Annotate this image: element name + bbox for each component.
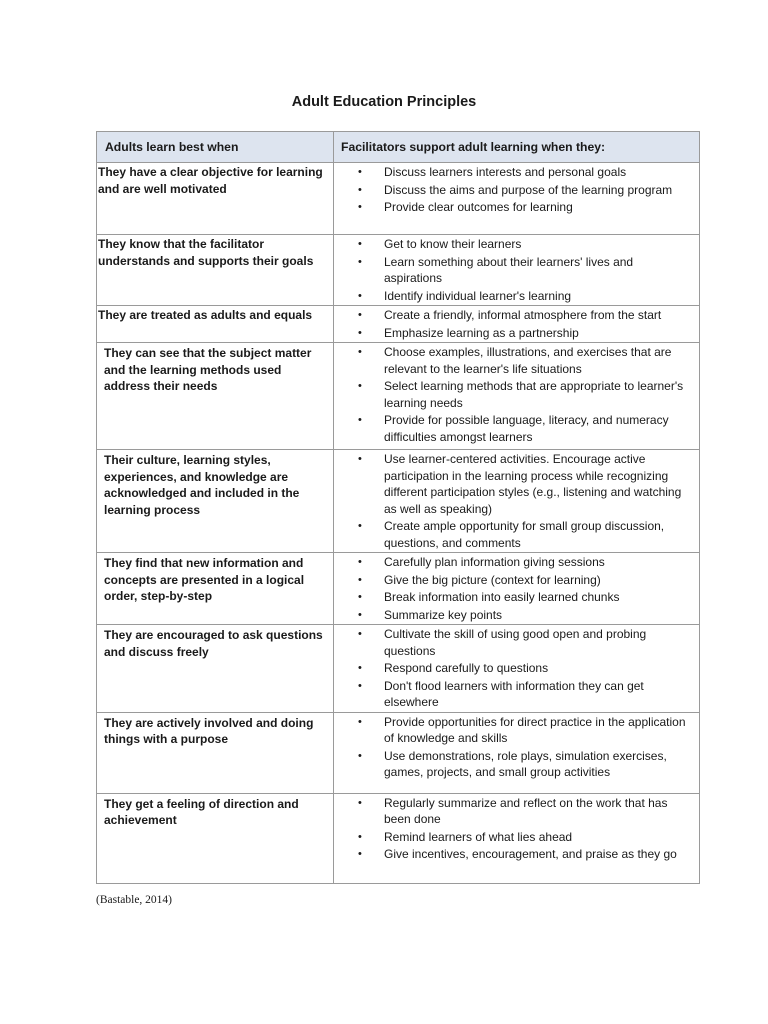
- learner-condition-cell: They can see that the subject matter and the learning methods used address their needs: [97, 343, 334, 450]
- bullet-text: Choose examples, illustrations, and exercises that are relevant to the learner's life situations: [384, 345, 672, 376]
- bullet-text: Create ample opportunity for small group discussion, questions, and comments: [384, 519, 665, 550]
- learner-condition-cell: They have a clear objective for learning and are well motivated: [97, 163, 334, 235]
- bullet-list: [356, 554, 689, 623]
- bullet-text: Create a friendly, informal atmosphere from the start: [384, 308, 662, 322]
- bullet-icon: •: [358, 749, 362, 762]
- bullet-text: Give the big picture (context for learning): [384, 572, 601, 587]
- list-item: [356, 714, 689, 747]
- bullet-icon: •: [358, 662, 362, 674]
- bullet-icon: •: [358, 346, 362, 358]
- list-item: [356, 589, 689, 606]
- bullet-icon: •: [358, 309, 362, 321]
- bullet-icon: •: [358, 453, 362, 465]
- learner-condition-cell: They are treated as adults and equals: [97, 306, 334, 343]
- bullet-icon: •: [358, 679, 362, 692]
- list-item: [356, 182, 689, 199]
- bullet-text: Remind learners of what lies ahead: [384, 829, 573, 844]
- list-item: [356, 795, 689, 828]
- bullet-text: Use learner-centered activities. Encourage active participation in the learning process while recognizing different participation styles (e.g., listening and watching as well as speaking): [384, 452, 682, 516]
- facilitator-actions-cell: [334, 712, 700, 793]
- column-header-adults: Adults learn best when: [97, 132, 334, 163]
- bullet-list: [356, 307, 689, 341]
- bullet-list: [356, 795, 689, 863]
- bullet-text: Provide for possible language, literacy, and numeracy difficulties amongst learners: [384, 413, 669, 444]
- list-item: [356, 846, 689, 863]
- bullet-icon: •: [358, 520, 362, 532]
- learner-condition-cell: They know that the facilitator understands and supports their goals: [97, 235, 334, 306]
- bullet-text: Summarize key points: [384, 607, 503, 622]
- list-item: [356, 748, 689, 781]
- list-item: [356, 554, 689, 571]
- bullet-list: [356, 714, 689, 781]
- table-row: [97, 625, 700, 713]
- bullet-text: Select learning methods that are appropriate to learner's learning needs: [384, 379, 684, 410]
- column-header-facilitators: Facilitators support adult learning when they:: [334, 132, 700, 163]
- bullet-icon: •: [358, 201, 362, 213]
- page-title: Adult Education Principles: [291, 94, 477, 110]
- bullet-icon: •: [358, 848, 362, 860]
- bullet-icon: •: [358, 326, 362, 339]
- bullet-text: Break information into easily learned chunks: [384, 590, 620, 604]
- facilitator-actions-cell: [334, 235, 700, 306]
- bullet-text: Get to know their learners: [384, 237, 522, 251]
- bullet-text: Regularly summarize and reflect on the work that has been done: [384, 795, 668, 826]
- list-item: [356, 307, 689, 324]
- list-item: [356, 199, 689, 216]
- bullet-icon: •: [358, 556, 362, 568]
- list-item: [356, 607, 689, 624]
- citation: (Bastable, 2014): [96, 894, 173, 906]
- table-row: [97, 343, 700, 450]
- table-header-row: [97, 132, 700, 163]
- bullet-list: [356, 236, 689, 304]
- facilitator-actions-cell: [334, 625, 700, 713]
- list-item: [356, 254, 689, 287]
- bullet-text: Discuss learners interests and personal goals: [384, 165, 627, 179]
- list-item: [356, 164, 689, 181]
- bullet-text: Provide clear outcomes for learning: [384, 200, 573, 214]
- bullet-icon: •: [358, 608, 362, 621]
- bullet-text: Carefully plan information giving sessions: [384, 555, 605, 569]
- bullet-text: Give incentives, encouragement, and praise as they go: [384, 847, 677, 861]
- bullet-list: [356, 164, 689, 216]
- bullet-text: Respond carefully to questions: [384, 661, 549, 675]
- facilitator-actions-cell: [334, 793, 700, 883]
- list-item: [356, 344, 689, 377]
- list-item: [356, 518, 689, 551]
- bullet-text: Cultivate the skill of using good open and probing questions: [384, 627, 647, 658]
- bullet-list: [356, 626, 689, 711]
- bullet-list: [356, 344, 689, 445]
- table-row: [97, 712, 700, 793]
- bullet-text: Use demonstrations, role plays, simulation exercises, games, projects, and small group activities: [384, 748, 667, 779]
- bullet-icon: •: [358, 573, 362, 586]
- list-item: [356, 288, 689, 305]
- table-row: [97, 306, 700, 343]
- bullet-icon: •: [358, 166, 362, 178]
- bullet-text: Don't flood learners with information they can get elsewhere: [384, 678, 644, 709]
- bullet-icon: •: [358, 380, 362, 392]
- bullet-list: [356, 451, 689, 551]
- bullet-icon: •: [358, 183, 362, 196]
- principles-table: [96, 131, 700, 884]
- list-item: [356, 325, 689, 342]
- table-row: [97, 793, 700, 883]
- facilitator-actions-cell: [334, 163, 700, 235]
- list-item: [356, 412, 689, 445]
- facilitator-actions-cell: [334, 450, 700, 553]
- bullet-icon: •: [358, 289, 362, 302]
- list-item: [356, 378, 689, 411]
- facilitator-actions-cell: [334, 306, 700, 343]
- bullet-text: Emphasize learning as a partnership: [384, 325, 579, 340]
- table-row: [97, 553, 700, 625]
- bullet-icon: •: [358, 591, 362, 603]
- bullet-text: Discuss the aims and purpose of the learning program: [384, 182, 673, 197]
- list-item: [356, 660, 689, 677]
- bullet-text: Provide opportunities for direct practice in the application of knowledge and skills: [384, 714, 686, 745]
- bullet-icon: •: [358, 715, 362, 728]
- facilitator-actions-cell: [334, 553, 700, 625]
- learner-condition-cell: They get a feeling of direction and achievement: [97, 793, 334, 883]
- table-row: [97, 163, 700, 235]
- list-item: [356, 829, 689, 846]
- bullet-icon: •: [358, 255, 362, 268]
- bullet-icon: •: [358, 238, 362, 250]
- list-item: [356, 451, 689, 517]
- learner-condition-cell: They find that new information and concepts are presented in a logical order, step-by-step: [97, 553, 334, 625]
- bullet-icon: •: [358, 628, 362, 640]
- list-item: [356, 572, 689, 589]
- table-row: [97, 235, 700, 306]
- facilitator-actions-cell: [334, 343, 700, 450]
- bullet-text: Identify individual learner's learning: [384, 288, 572, 303]
- learner-condition-cell: They are encouraged to ask questions and discuss freely: [97, 625, 334, 713]
- bullet-icon: •: [358, 414, 362, 426]
- list-item: [356, 678, 689, 711]
- bullet-text: Learn something about their learners' lives and aspirations: [384, 254, 634, 285]
- learner-condition-cell: Their culture, learning styles, experiences, and knowledge are acknowledged and included in the learning process: [97, 450, 334, 553]
- learner-condition-cell: They are actively involved and doing things with a purpose: [97, 712, 334, 793]
- list-item: [356, 236, 689, 253]
- list-item: [356, 626, 689, 659]
- bullet-icon: •: [358, 830, 362, 843]
- bullet-icon: •: [358, 796, 362, 809]
- table-row: [97, 450, 700, 553]
